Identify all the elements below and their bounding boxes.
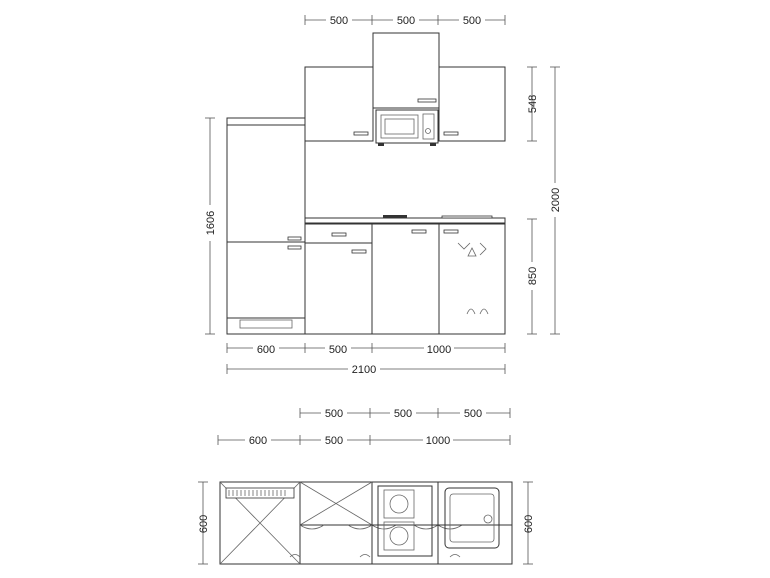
- plan-base-width-1: 600: [248, 435, 268, 447]
- tall-height-label: 1606: [205, 210, 217, 236]
- plan-upper-width-3: 500: [463, 408, 483, 420]
- microwave: [376, 110, 438, 146]
- plan-base-dimension: [218, 433, 510, 447]
- bottom-width-3: 1000: [426, 344, 452, 356]
- plan-upper-width-2: 500: [393, 408, 413, 420]
- elevation-view: [203, 13, 562, 376]
- plan-depth-right: [523, 482, 535, 564]
- plan-depth-left-label: 600: [198, 514, 210, 534]
- base-height-dimension: [525, 219, 539, 334]
- top-width-dimension: [305, 13, 505, 27]
- plan-base-width-2: 500: [324, 435, 344, 447]
- bottom-width-2: 500: [328, 344, 348, 356]
- wall-cabinet-right: [439, 67, 505, 141]
- fridge-unit: [227, 118, 305, 334]
- base-height-label: 850: [527, 266, 539, 286]
- total-width-label: 2100: [351, 364, 377, 376]
- wall-height-label: 548: [527, 94, 539, 114]
- plan-base-width-3: 1000: [425, 435, 451, 447]
- plan-depth-right-label: 600: [523, 514, 535, 534]
- total-height-label: 2000: [550, 187, 562, 213]
- top-width-1: 500: [329, 15, 349, 27]
- hood-cabinet: [373, 33, 439, 108]
- plan-view: [198, 406, 535, 564]
- wall-cabinet-left: [305, 67, 373, 141]
- top-width-3: 500: [462, 15, 482, 27]
- wall-height-dimension: [527, 67, 539, 141]
- wall-cabinets: [305, 33, 505, 146]
- bottom-width-1: 600: [256, 344, 276, 356]
- total-height-dimension: [548, 67, 562, 334]
- bottom-width-dimension: [227, 342, 505, 376]
- plan-upper-dimension: [300, 406, 510, 420]
- plan-depth-left: [198, 482, 210, 564]
- countertop: [305, 218, 505, 223]
- top-width-2: 500: [396, 15, 416, 27]
- plan-outline: [220, 482, 512, 564]
- tall-height-dimension: [203, 118, 217, 334]
- plan-upper-width-1: 500: [324, 408, 344, 420]
